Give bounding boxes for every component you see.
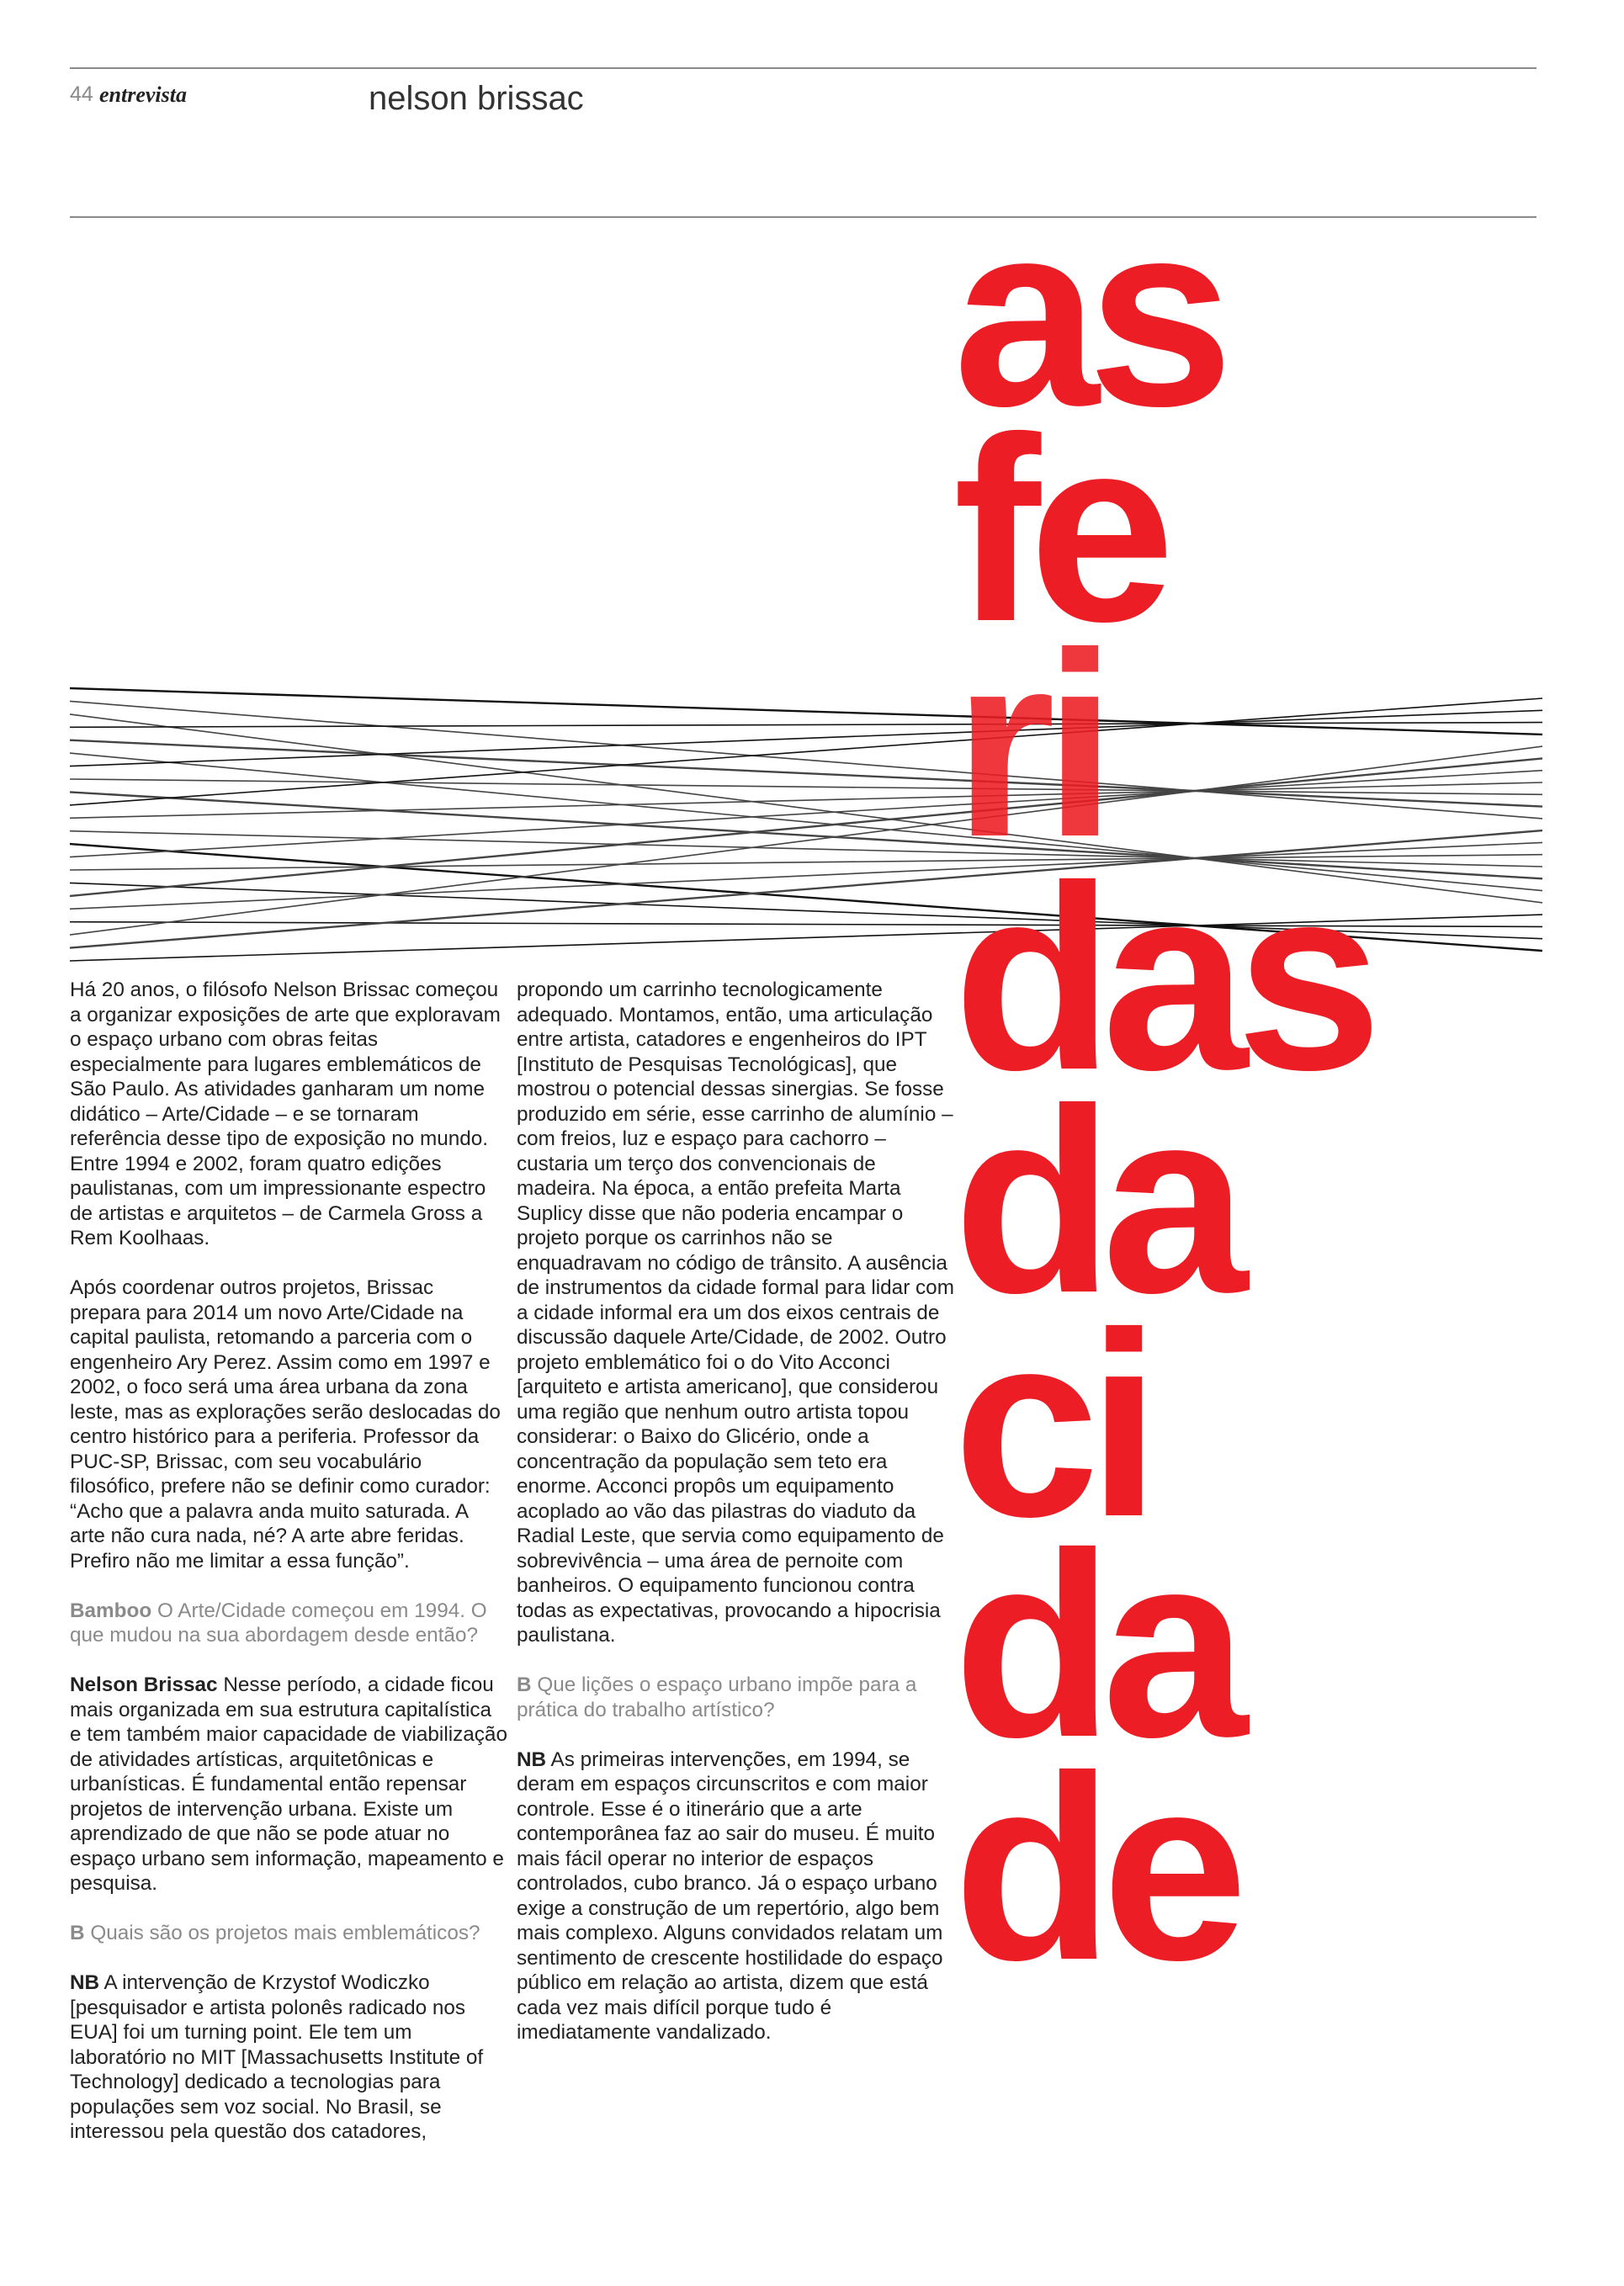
intro-paragraph: Há 20 anos, o filósofo Nelson Brissac começou a organizar exposições de arte que exploravam o espaço urbano com obras feitas especialmente para lugares emblemáticos de São Paulo. As atividades ganharam um nome didático – Arte/Cidade – e se tornaram referência desse tipo de exposição no mundo. Entre 1994 e 2002, foram quatro edições paulistanas, com um impressionante espectro de artistas e arquitetos – de Carmela Gross a Rem Koolhaas. [70, 979, 501, 1249]
answer-speaker: Nelson Brissac [70, 1673, 218, 1696]
title-word: da [953, 1499, 1237, 1792]
question-text: Quais são os projetos mais emblemáticos? [90, 1922, 480, 1944]
question-speaker: B [70, 1922, 85, 1944]
question [70, 1921, 507, 1946]
column-left [70, 978, 507, 2169]
title-word: fe [953, 384, 1164, 676]
answer-text: A intervenção de Krzystof Wodiczko [pesquisador e artista polonês radicado nos EUA] foi um turning point. Ele tem um laboratório no MIT [Massachusetts Institute of Technology] dedicado a tecnologias para populações sem voz social. No Brasil, se interessou pela questão dos catadores, [70, 1971, 484, 2143]
answer [70, 1970, 507, 2145]
answer-continued: propondo um carrinho tecnologicamente adequado. Montamos, então, uma articulação entre artista, catadores e engenheiros do IPT [Instituto de Pesquisas Tecnológicas], que mostrou o potencial dessas sinergias. Se fosse produzido em série, esse carrinho de alumínio – com freios, luz e espaço para cachorro – custaria um terço dos convencionais de madeira. Na época, a então prefeita Marta Suplicy disse que não poderia encampar o projeto porque os carrinhos não se enquadravam no código de trânsito. A ausência de instrumentos da cidade formal para lidar com a cidade informal era um dos eixos centrais de discussão daquele Arte/Cidade, de 2002. Outro projeto emblemático foi o do Vito Acconci [arquiteto e artista americano], que considerou uma região que nenhum outro artista topou considerar: o Baixo do Glicério, onde a concentração da população sem teto era enorme. Acconci propôs um equipamento acoplado ao vão das pilastras do viaduto da Radial Leste, que servia como equipamento de sobrevivência – uma área de pernoite com banheiros. O equipamento funcionou contra todas as expectativas, provocando a hipocrisia paulistana. [517, 979, 954, 1647]
question-text: Que lições o espaço urbano impõe para a prática do trabalho artístico? [517, 1673, 917, 1721]
answer [517, 1748, 954, 2045]
title-word: da [953, 1055, 1237, 1348]
section-label: entrevista [99, 82, 187, 107]
graphic-line [70, 698, 1542, 805]
author-name: nelson brissac [369, 80, 584, 117]
column-middle [517, 978, 954, 2070]
answer [70, 1673, 507, 1896]
question-speaker: Bamboo [70, 1599, 152, 1622]
answer-text: As primeiras intervenções, em 1994, se deram em espaços circunscritos e com maior controle. Esse é o itinerário que a arte contemporânea faz ao sair do museu. É muito mais fácil operar no interior de espaços controlados, cubo branco. Já o espaço urbano exige a construção de um repertório, algo bem mais complexo. Alguns convidados relatam um sentimento de crescente hostilidade do espaço público em relação ao artista, dizem que está cada vez mais difícil porque tudo é imediatamente vandalizado. [517, 1748, 943, 2044]
title-word: das [953, 832, 1371, 1125]
page-number: 44 [70, 82, 93, 106]
answer-speaker: NB [517, 1748, 547, 1771]
title-word: as [953, 168, 1223, 461]
question-speaker: B [517, 1673, 532, 1696]
graphic-line [70, 723, 1542, 728]
question [517, 1673, 954, 1722]
graphic-line [70, 779, 1542, 794]
graphic-line [70, 688, 1542, 735]
top-rule [70, 67, 1536, 69]
title-word: de [953, 1722, 1237, 2015]
intro-paragraph: Após coordenar outros projetos, Brissac prepara para 2014 um novo Arte/Cidade na capital paulista, retomando a parceria com o engenheiro Ary Perez. Assim como em 1997 e 2002, o foco será uma área urbana da zona leste, mas as explorações serão deslocadas do centro histórico para a periferia. Professor da PUC-SP, Brissac, com seu vocabulário filosófico, prefere não se definir como curador: “Acho que a palavra anda muito saturada. A arte não cura nada, né? A arte abre feridas. Prefiro não me limitar a essa função”. [70, 1276, 501, 1573]
graphic-line [70, 782, 1542, 818]
title-word: ri [953, 599, 1106, 892]
question [70, 1599, 507, 1648]
title-word: ci [953, 1279, 1149, 1572]
header-bottom-rule [70, 216, 1536, 218]
answer-speaker: NB [70, 1971, 100, 1994]
answer-text: Nesse período, a cidade ficou mais organizada em sua estrutura capitalística e tem também maior capacidade de viabilização de atividades artísticas, arquitetônicas e urbanísticas. É fundamental então repensar projetos de intervenção urbana. Existe um aprendizado de que não se pode atuar no espaço urbano sem informação, mapeamento e pesquisa. [70, 1673, 507, 1895]
question-text: O Arte/Cidade começou em 1994. O que mudou na sua abordagem desde então? [70, 1599, 487, 1647]
